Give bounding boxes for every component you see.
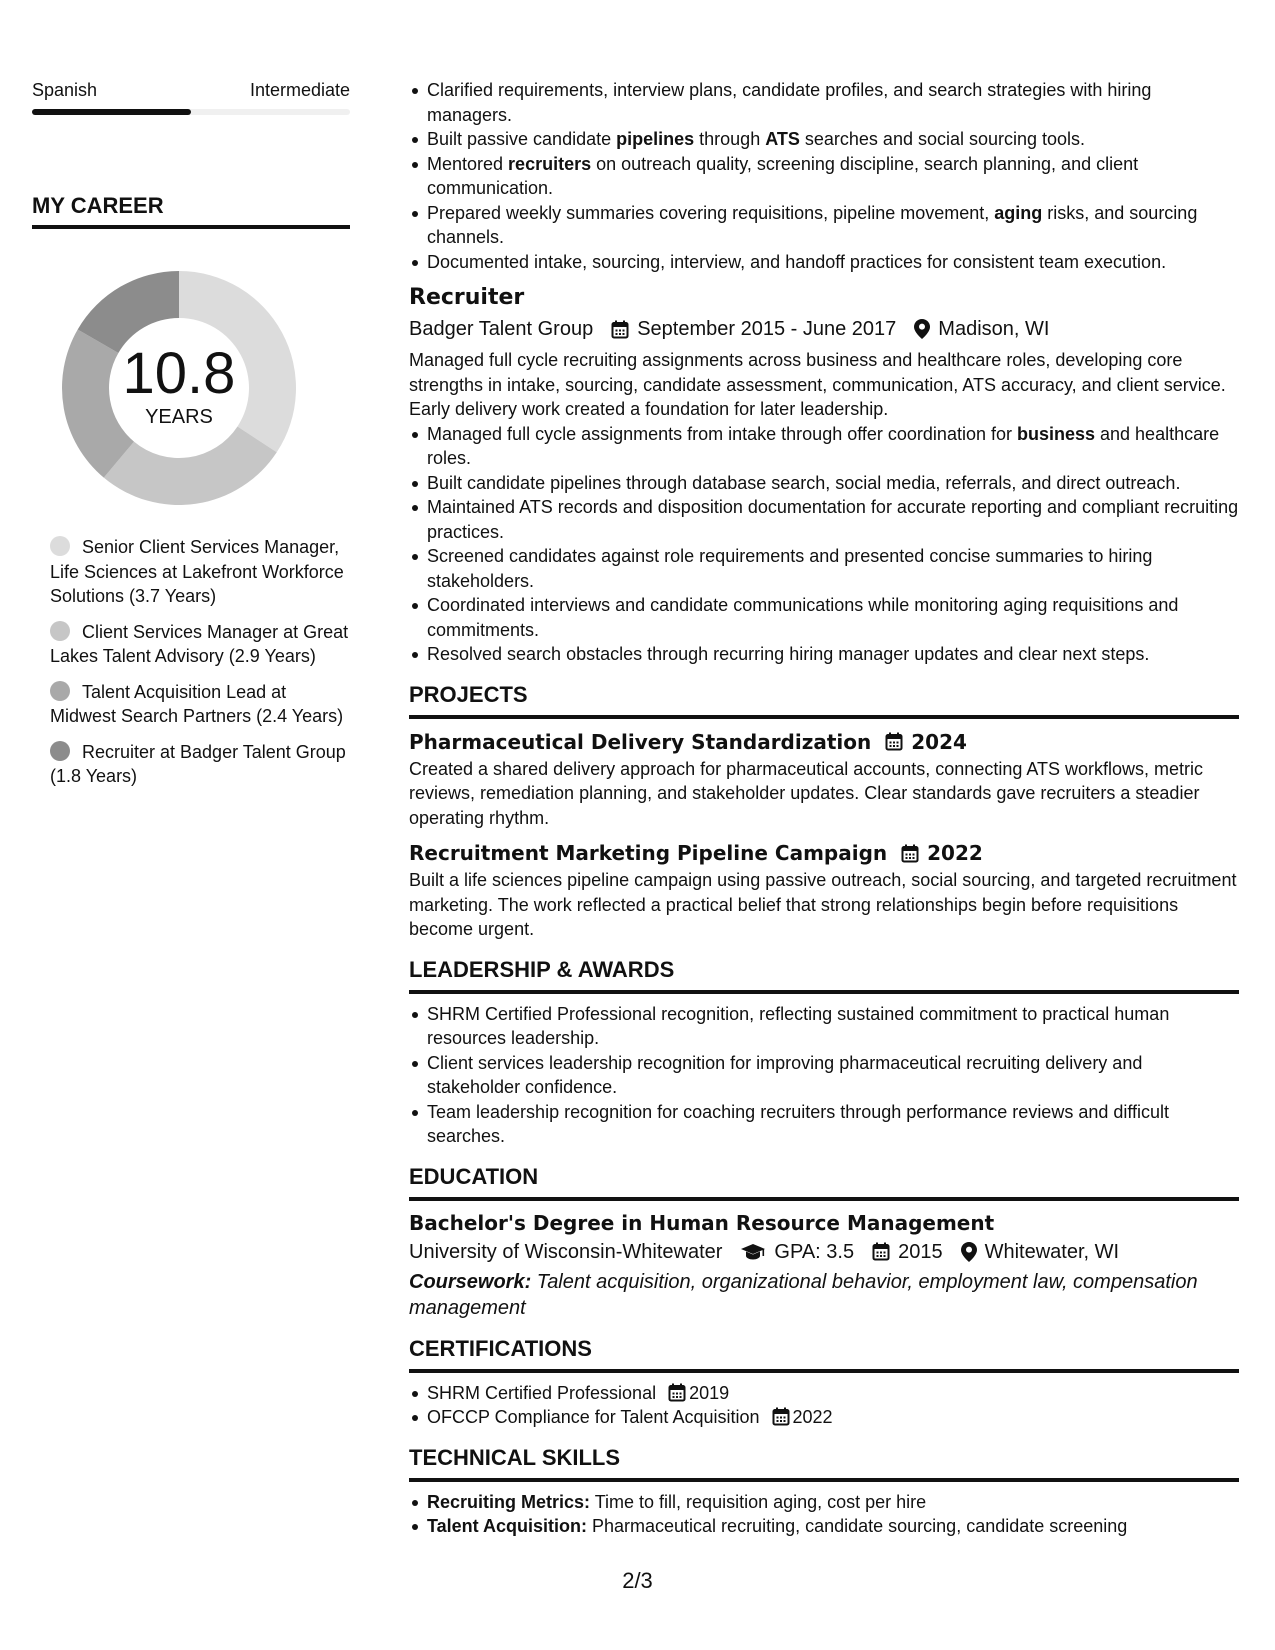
bullet-text: pipelines <box>616 129 695 149</box>
legend-label: Client Services Manager at Great Lakes Talent Advisory (2.9 Years) <box>50 621 349 666</box>
bullet-text: ATS <box>765 129 800 149</box>
job-dates: September 2015 - June 2017 <box>637 318 897 340</box>
legend-item <box>50 620 350 669</box>
bullet-text: Screened candidates against role requirements and presented concise summaries to hiring stakeholders. <box>427 546 1153 591</box>
job-company: Badger Talent Group <box>409 318 594 340</box>
bullet-text: Managed full cycle assignments from intake through offer coordination for <box>427 423 1017 444</box>
bullet-item <box>427 593 1239 642</box>
bullet-text: Coordinated interviews and candidate communications while monitoring aging requisitions and commitments. <box>427 595 1179 640</box>
bullet-item <box>427 127 1239 152</box>
awards-heading: LEADERSHIP & AWARDS <box>409 956 1239 994</box>
career-total-unit: YEARS <box>145 405 213 428</box>
bullet-text: through <box>694 129 766 149</box>
language-row <box>32 80 350 101</box>
bullet-text: searches and social sourcing tools. <box>799 129 1086 149</box>
certification-year: 2019 <box>689 1382 730 1403</box>
project-year: 2022 <box>927 841 983 865</box>
project-name: Recruitment Marketing Pipeline Campaign <box>409 841 888 865</box>
project-title <box>409 838 1239 868</box>
bullet-item <box>427 471 1239 496</box>
skill-value: Pharmaceutical recruiting, candidate sourcing, candidate screening <box>587 1516 1128 1536</box>
awards-list <box>409 1002 1239 1149</box>
job-summary: Managed full cycle recruiting assignments across business and healthcare roles, developing core strengths in intake, sourcing, candidate assessment, communication, ATS accuracy, and client service. Early delivery work created a foundation for later leadership. <box>409 350 1226 419</box>
language-name: Spanish <box>32 80 98 100</box>
bullet-text: Prepared weekly summaries covering requisitions, pipeline movement, <box>427 202 995 223</box>
donut-center <box>54 263 304 513</box>
skills-heading: TECHNICAL SKILLS <box>409 1444 1239 1482</box>
bullet-text: business <box>1016 423 1096 444</box>
legend-item <box>50 680 350 729</box>
certification-item <box>427 1381 1239 1406</box>
education-meta <box>409 1237 1239 1267</box>
education-degree: Bachelor's Degree in Human Resource Management <box>409 1210 995 1235</box>
location-pin-icon <box>914 319 930 339</box>
bullet-text: recruiters <box>508 153 592 174</box>
job-meta <box>409 314 1239 344</box>
certification-item <box>427 1405 1239 1430</box>
career-donut-chart <box>54 263 304 513</box>
calendar-icon <box>772 1407 790 1426</box>
education-coursework <box>409 1269 1239 1321</box>
project-title <box>409 727 1239 757</box>
bullet-item <box>427 495 1239 544</box>
legend-item <box>50 740 350 789</box>
bullet-item <box>427 544 1239 593</box>
coursework-text: Talent acquisition, organizational behavior, employment law, compensation management <box>409 1270 1198 1319</box>
calendar-icon <box>901 844 919 863</box>
bullet-text: aging <box>994 202 1043 223</box>
certification-name: SHRM Certified Professional <box>427 1382 657 1403</box>
job-bullets <box>409 422 1239 667</box>
job-title: Recruiter <box>409 285 525 310</box>
award-item: SHRM Certified Professional recognition, reflecting sustained commitment to practical human resources leadership. <box>427 1002 1239 1051</box>
bullet-text: Mentored <box>427 153 509 174</box>
award-item: Team leadership recognition for coaching recruiters through performance reviews and difficult searches. <box>427 1100 1239 1149</box>
legend-item <box>50 535 350 609</box>
bullet-text: Built candidate pipelines through database search, social media, referrals, and direct outreach. <box>427 472 1181 493</box>
projects-list <box>409 727 1239 942</box>
language-level: Intermediate <box>249 80 350 100</box>
bullet-item <box>427 78 1239 127</box>
project-name: Pharmaceutical Delivery Standardization <box>409 729 872 754</box>
education-year: 2015 <box>898 1240 943 1263</box>
skill-label: Recruiting Metrics: <box>427 1491 591 1512</box>
legend-dot <box>50 621 70 641</box>
previous-job-bullets <box>409 78 1239 274</box>
projects-heading: PROJECTS <box>409 681 1239 719</box>
bullet-text: Clarified requirements, interview plans, candidate profiles, and search strategies with hiring managers. <box>427 80 1152 125</box>
bullet-text: and healthcare roles. <box>427 423 1220 468</box>
certification-year: 2022 <box>792 1407 833 1427</box>
legend-label: Recruiter at Badger Talent Group (1.8 Years) <box>50 741 346 786</box>
left-column <box>32 80 350 800</box>
skill-label: Talent Acquisition: <box>427 1516 587 1536</box>
skill-item <box>427 1514 1239 1539</box>
skill-item <box>427 1490 1239 1515</box>
legend-dot <box>50 741 70 761</box>
certifications-list <box>409 1381 1239 1430</box>
coursework-label: Coursework: <box>409 1270 532 1293</box>
bullet-text: Documented intake, sourcing, interview, and handoff practices for consistent team execution. <box>427 251 1167 272</box>
career-heading: MY CAREER <box>32 193 350 229</box>
legend-label: Talent Acquisition Lead at Midwest Search Partners (2.4 Years) <box>50 681 344 726</box>
bullet-text: Maintained ATS records and disposition documentation for accurate reporting and compliant recruiting practices. <box>427 497 1239 542</box>
education-heading: EDUCATION <box>409 1163 1239 1201</box>
bullet-text: risks, and sourcing channels. <box>427 202 1198 247</box>
bullet-item <box>427 422 1239 471</box>
project-description: Built a life sciences pipeline campaign using passive outreach, social sourcing, and targeted recruitment marketing. The work reflected a practical belief that strong relationships begin before requisitions become urgent. <box>409 870 1237 939</box>
career-total-years: 10.8 <box>122 340 236 406</box>
skill-value: Time to fill, requisition aging, cost per hire <box>590 1491 927 1512</box>
right-column <box>409 78 1239 1539</box>
calendar-icon <box>872 1242 890 1261</box>
certifications-heading: CERTIFICATIONS <box>409 1335 1239 1373</box>
legend-dot <box>50 536 70 556</box>
legend-label: Senior Client Services Manager, Life Sciences at Lakefront Workforce Solutions (3.7 Years) <box>50 537 344 606</box>
calendar-icon <box>885 732 903 751</box>
bullet-text: Resolved search obstacles through recurring hiring manager updates and clear next steps. <box>427 644 1150 664</box>
award-item: Client services leadership recognition for improving pharmaceutical recruiting delivery and stakeholder confidence. <box>427 1051 1239 1100</box>
project-year: 2024 <box>911 729 967 754</box>
bullet-text: Built passive candidate <box>427 129 617 149</box>
career-legend <box>50 535 350 789</box>
language-proficiency-fill <box>32 109 191 115</box>
project-description: Created a shared delivery approach for pharmaceutical accounts, connecting ATS workflows, metric reviews, remediation planning, and stakeholder updates. Clear standards gave recruiters a steadier operating rhythm. <box>409 758 1204 828</box>
education-gpa: GPA: 3.5 <box>774 1240 855 1263</box>
skills-list <box>409 1490 1239 1539</box>
job-location: Madison, WI <box>938 318 1050 340</box>
bullet-text: on outreach quality, screening discipline, search planning, and client communication. <box>427 153 1139 198</box>
legend-dot <box>50 681 70 701</box>
bullet-item <box>427 642 1239 667</box>
language-proficiency-bar <box>32 109 350 115</box>
calendar-icon <box>668 1383 686 1402</box>
bullet-item <box>427 250 1239 275</box>
calendar-icon <box>611 320 629 339</box>
certification-name: OFCCP Compliance for Talent Acquisition <box>427 1407 760 1427</box>
education-location: Whitewater, WI <box>984 1240 1120 1263</box>
location-pin-icon <box>961 1242 977 1262</box>
education-school: University of Wisconsin-Whitewater <box>409 1240 723 1263</box>
page-number: 2/3 <box>622 1568 653 1593</box>
bullet-item <box>427 201 1239 250</box>
bullet-item <box>427 152 1239 201</box>
graduation-cap-icon <box>740 1243 766 1261</box>
